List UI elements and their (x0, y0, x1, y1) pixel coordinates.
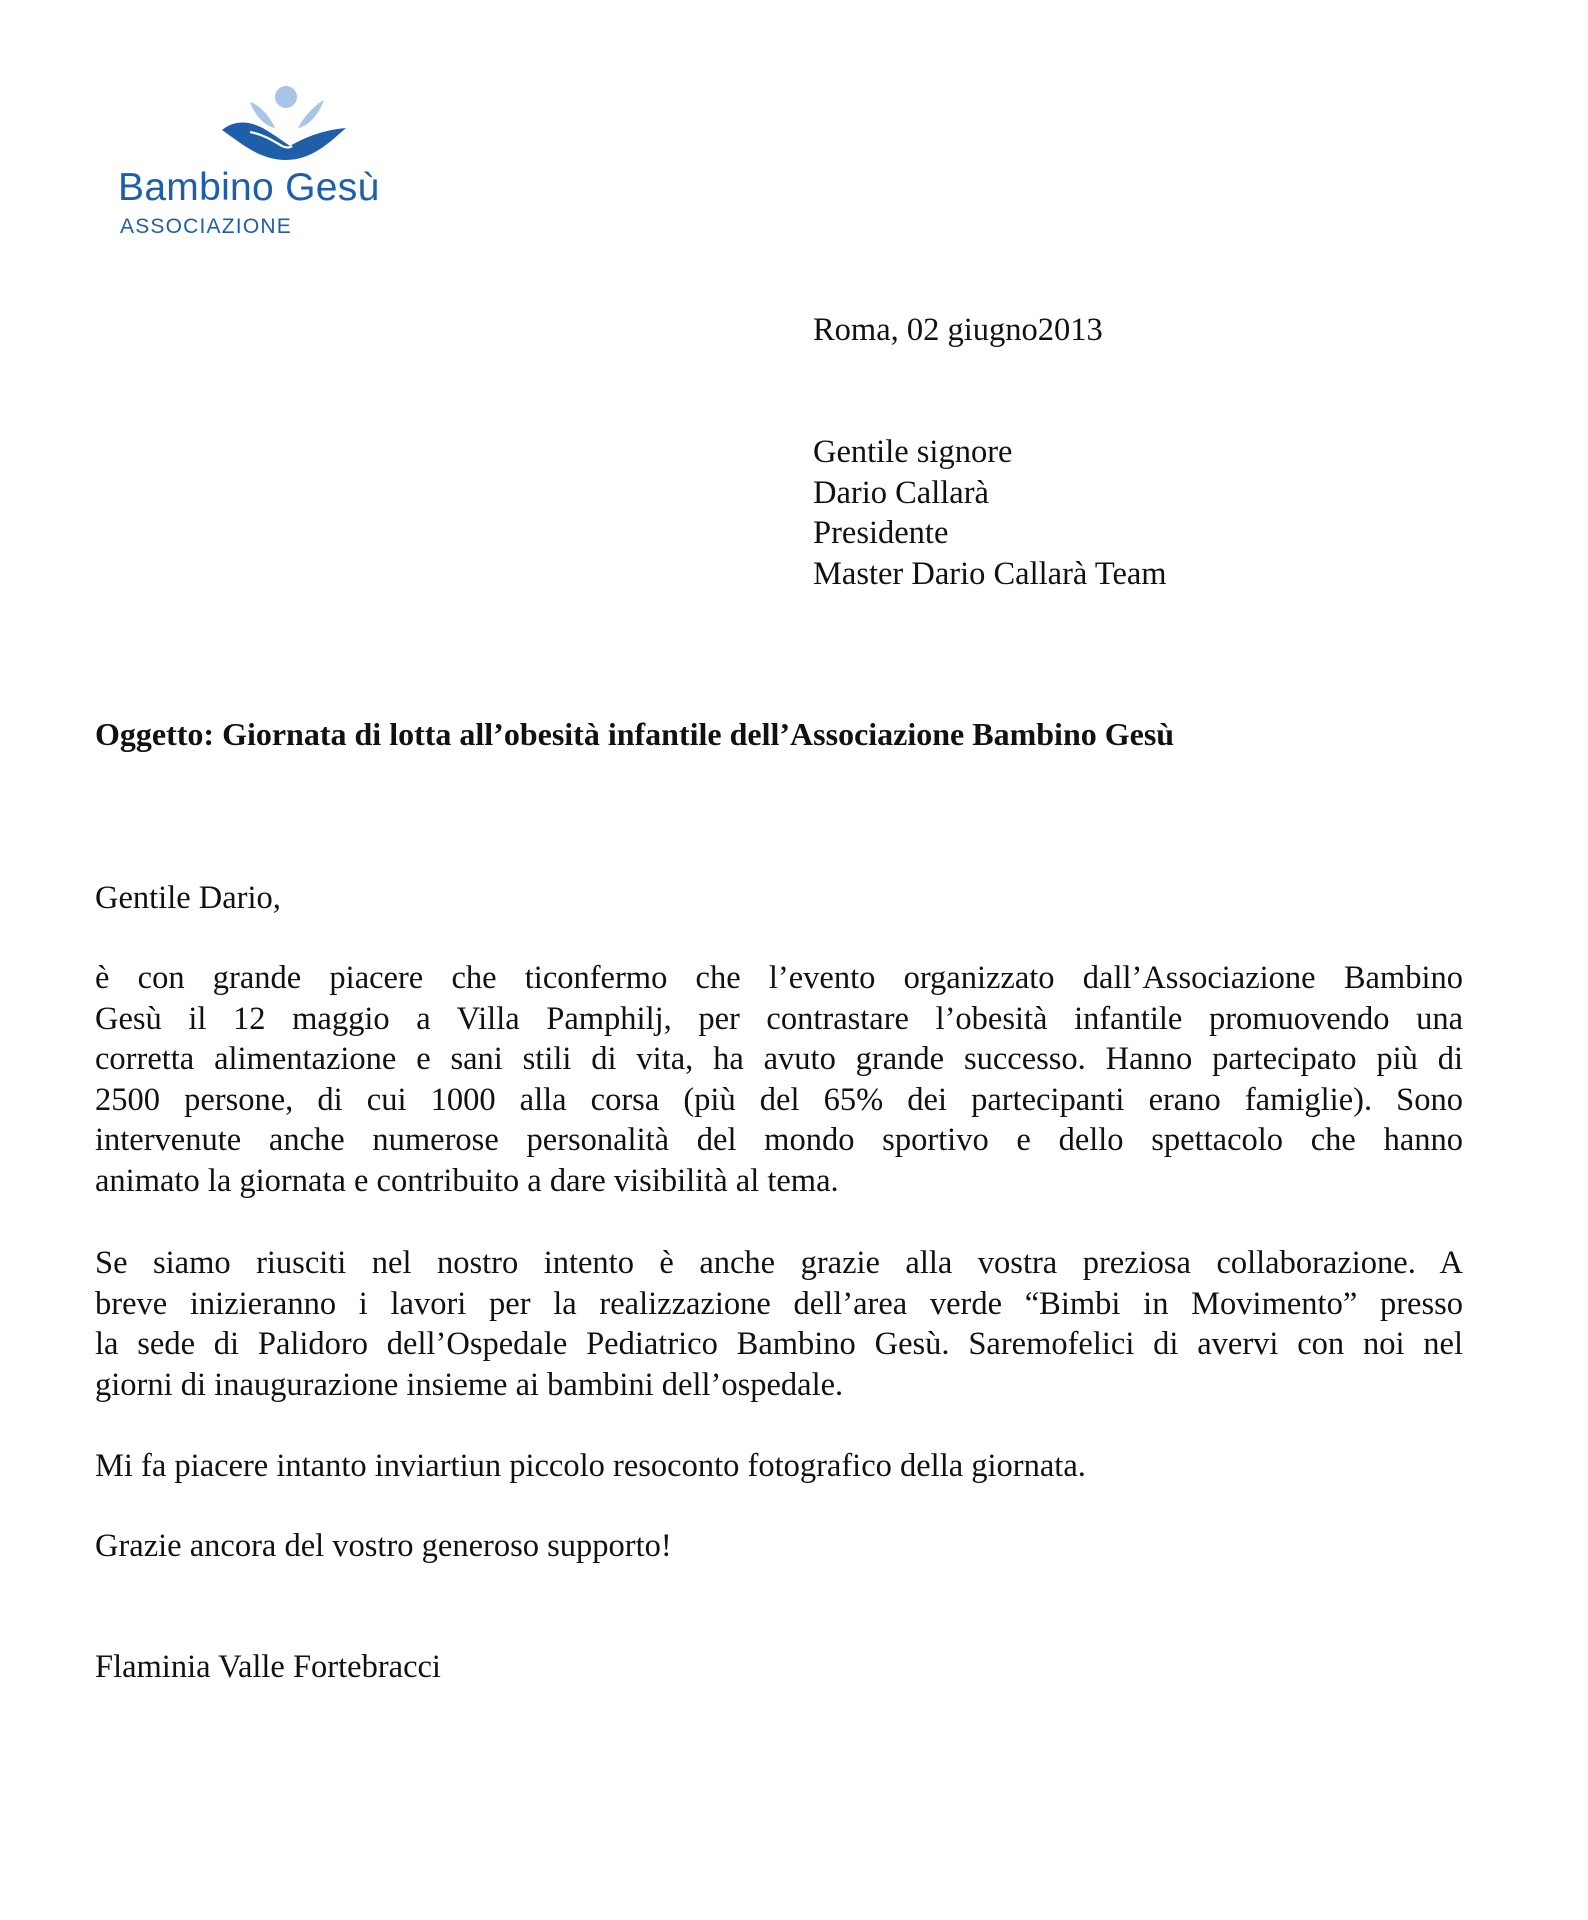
recipient-line: Dario Callarà (813, 474, 989, 511)
letter-date: Roma, 02 giugno2013 (813, 312, 1103, 348)
signature: Flaminia Valle Fortebracci (95, 1649, 441, 1685)
paragraph-line: Gesù il 12 maggio a Villa Pamphilj, per contrastare l’obesità infantile promuovendo una (95, 1000, 1463, 1037)
body-paragraph (95, 1243, 1463, 1405)
paragraph-line: la sede di Palidoro dell’Ospedale Pediatrico Bambino Gesù. Saremofelici di avervi con noi nel (95, 1326, 1463, 1362)
paragraph-line: 2500 persone, di cui 1000 alla corsa (più del 65% dei partecipanti erano famiglie). Sono (95, 1081, 1463, 1118)
paragraph-line: giorni di inaugurazione insieme ai bambini dell’ospedale. (95, 1366, 844, 1403)
paragraph-line: animato la giornata e contribuito a dare visibilità al tema. (95, 1162, 839, 1199)
recipient-line: Gentile signore (813, 434, 1013, 470)
paragraph-line: Mi fa piacere intanto inviartiun piccolo resoconto fotografico della giornata. (95, 1448, 1086, 1484)
paragraph-line: è con grande piacere che ticonfermo che l’evento organizzato dall’Associazione Bambino (95, 960, 1463, 996)
letter-subject: Oggetto: Giornata di lotta all’obesità infantile dell’Associazione Bambino Gesù (95, 716, 1175, 752)
paragraph-line: intervenute anche numerose personalità del mondo sportivo e dello spettacolo che hanno (95, 1122, 1463, 1158)
paragraph-line: Se siamo riusciti nel nostro intento è anche grazie alla vostra preziosa collaborazione. A (95, 1245, 1463, 1281)
salutation: Gentile Dario, (95, 880, 281, 916)
recipient-line: Presidente (813, 515, 949, 551)
association-logo (110, 80, 410, 250)
recipient-address (813, 432, 1167, 594)
closing-line (95, 1526, 1463, 1567)
logo-name: Bambino Gesù (118, 166, 380, 209)
body-paragraph (95, 958, 1463, 1201)
paragraph-line: corretta alimentazione e sani stili di vita, ha avuto grande successo. Hanno partecipato più di (95, 1041, 1463, 1077)
logo-subtitle: ASSOCIAZIONE (120, 215, 292, 238)
paragraph-line: Grazie ancora del vostro generoso supporto! (95, 1528, 672, 1564)
recipient-line: Master Dario Callarà Team (813, 555, 1167, 592)
paragraph-line: breve inizieranno i lavori per la realizzazione dell’area verde “Bimbi in Movimento” presso (95, 1285, 1463, 1322)
hands-holding-child-icon (220, 86, 350, 164)
body-paragraph (95, 1446, 1463, 1487)
